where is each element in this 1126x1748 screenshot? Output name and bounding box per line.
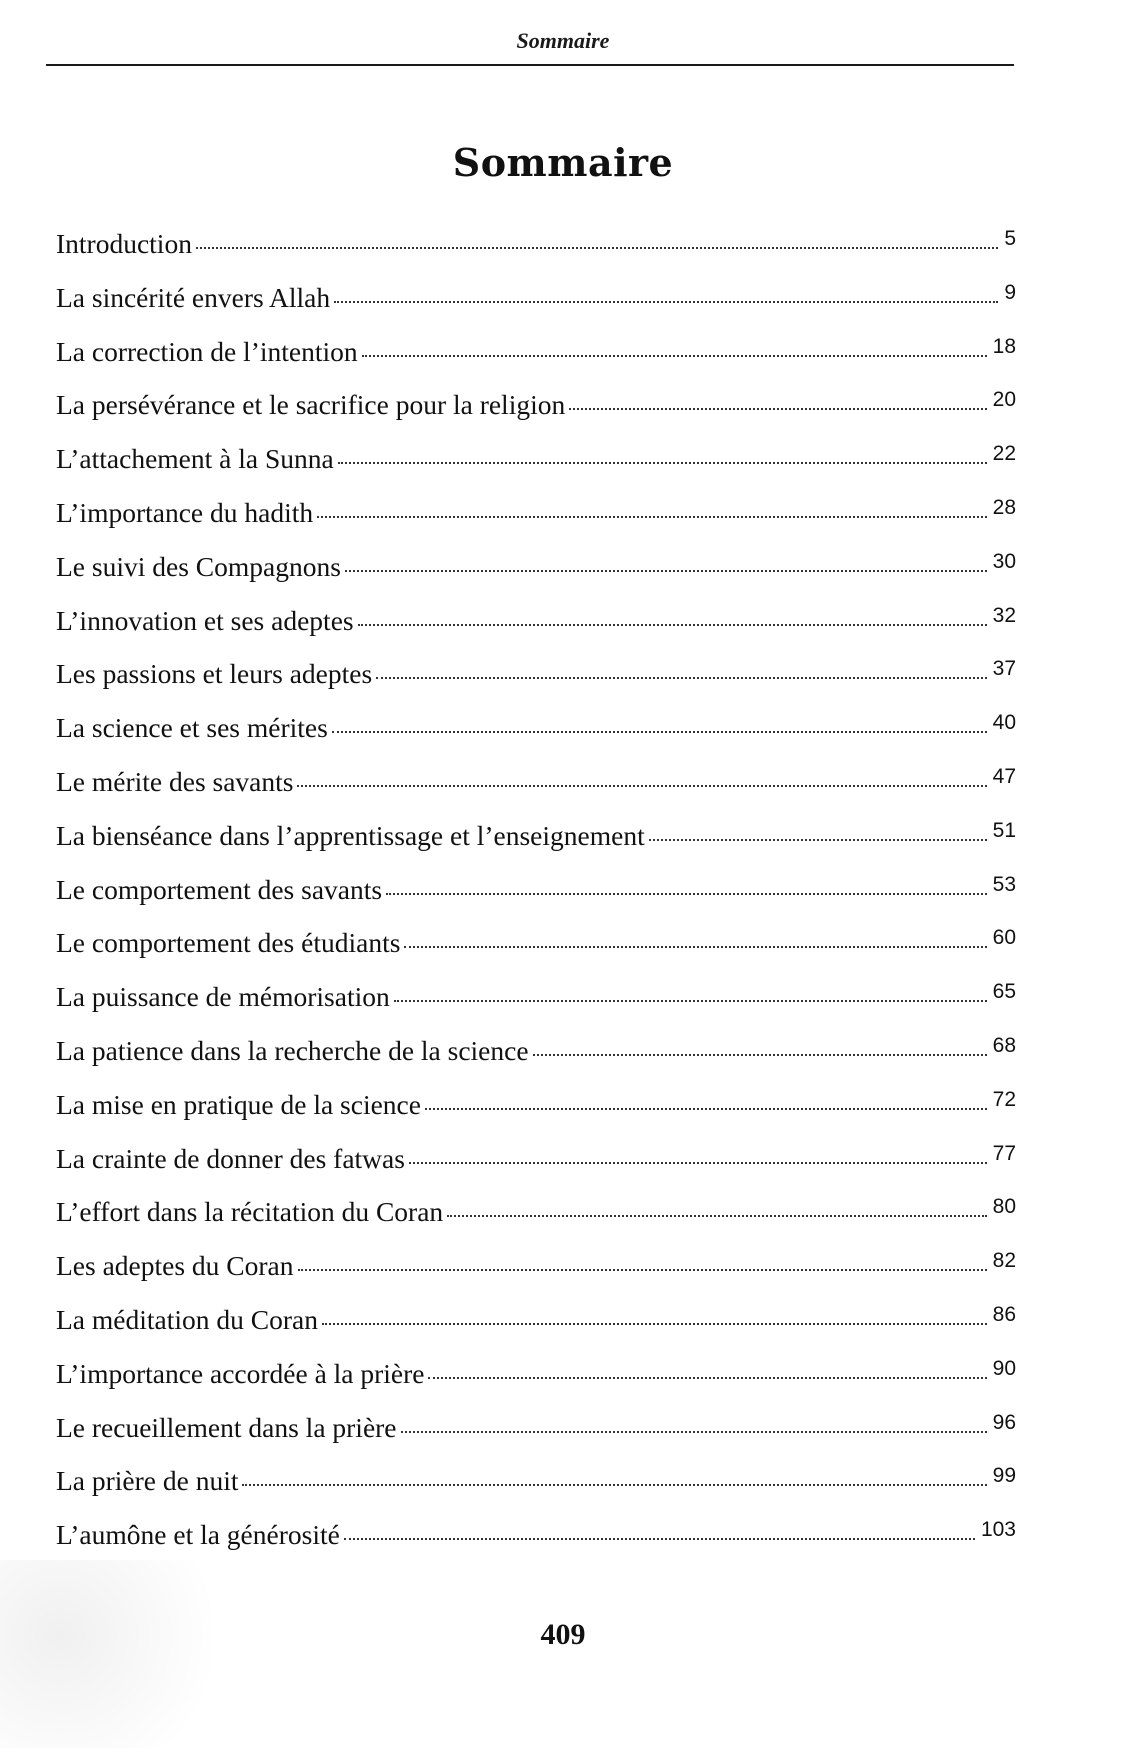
dot-leader bbox=[409, 1162, 987, 1164]
toc-entry-page: 68 bbox=[992, 1033, 1016, 1057]
toc-entry bbox=[56, 389, 1016, 443]
toc-entry bbox=[56, 1465, 1016, 1519]
toc-entry bbox=[56, 551, 1016, 605]
dot-leader bbox=[362, 355, 987, 357]
toc-entry-label: L’effort dans la récitation du Coran bbox=[56, 1196, 444, 1228]
toc-entry bbox=[56, 712, 1016, 766]
page-number: 409 bbox=[540, 1618, 586, 1651]
dot-leader bbox=[425, 1108, 987, 1110]
toc-entry-label: La bienséance dans l’apprentissage et l’enseignement bbox=[56, 819, 645, 851]
toc-entry bbox=[56, 1304, 1016, 1358]
table-of-contents bbox=[56, 228, 1016, 1573]
toc-entry bbox=[56, 497, 1016, 551]
toc-entry-label: Le comportement des savants bbox=[56, 873, 383, 905]
dot-leader bbox=[386, 893, 987, 895]
toc-entry-label: L’innovation et ses adeptes bbox=[56, 604, 354, 636]
dot-leader bbox=[428, 1377, 986, 1379]
toc-entry-label: La méditation du Coran bbox=[56, 1303, 318, 1335]
toc-entry-label: Le suivi des Compagnons bbox=[56, 550, 341, 582]
toc-entry-label: La crainte de donner des fatwas bbox=[56, 1142, 405, 1174]
running-header: Sommaire bbox=[516, 28, 610, 53]
toc-entry-label: La puissance de mémorisation bbox=[56, 981, 390, 1013]
dot-leader bbox=[569, 408, 986, 410]
toc-entry-page: 80 bbox=[992, 1195, 1016, 1219]
toc-entry-page: 60 bbox=[992, 926, 1016, 950]
toc-entry-page: 99 bbox=[992, 1464, 1016, 1488]
toc-entry-page: 18 bbox=[992, 334, 1016, 358]
dot-leader bbox=[298, 1269, 987, 1271]
dot-leader bbox=[649, 839, 987, 841]
dot-leader bbox=[322, 1323, 987, 1325]
toc-entry-page: 40 bbox=[992, 711, 1016, 735]
dot-leader bbox=[447, 1215, 986, 1217]
toc-entry bbox=[56, 228, 1016, 282]
toc-entry-page: 28 bbox=[992, 495, 1016, 519]
scan-speckle bbox=[0, 1560, 300, 1748]
toc-entry-page: 47 bbox=[992, 764, 1016, 788]
dot-leader bbox=[394, 1000, 987, 1002]
toc-entry-page: 20 bbox=[992, 388, 1016, 412]
header-rule bbox=[46, 64, 1014, 66]
toc-entry-page: 77 bbox=[992, 1141, 1016, 1165]
toc-entry-label: Le comportement des étudiants bbox=[56, 927, 401, 959]
dot-leader bbox=[404, 946, 986, 948]
dot-leader bbox=[338, 462, 987, 464]
toc-entry-page: 96 bbox=[992, 1410, 1016, 1434]
dot-leader bbox=[344, 1538, 975, 1540]
dot-leader bbox=[376, 677, 986, 679]
toc-entry-page: 32 bbox=[992, 603, 1016, 627]
toc-entry-page: 30 bbox=[992, 549, 1016, 573]
toc-entry bbox=[56, 1196, 1016, 1250]
toc-entry bbox=[56, 927, 1016, 981]
toc-entry-page: 65 bbox=[992, 980, 1016, 1004]
toc-entry-page: 9 bbox=[1004, 280, 1016, 304]
toc-entry bbox=[56, 443, 1016, 497]
toc-entry bbox=[56, 1412, 1016, 1466]
dot-leader bbox=[332, 731, 987, 733]
toc-entry bbox=[56, 874, 1016, 928]
toc-entry-label: Les adeptes du Coran bbox=[56, 1250, 294, 1282]
dot-leader bbox=[297, 785, 986, 787]
toc-entry bbox=[56, 1250, 1016, 1304]
dot-leader bbox=[196, 247, 998, 249]
toc-entry-label: L’importance du hadith bbox=[56, 496, 314, 528]
dot-leader bbox=[533, 1054, 987, 1056]
toc-entry bbox=[56, 981, 1016, 1035]
toc-entry-page: 103 bbox=[980, 1518, 1016, 1542]
toc-entry-label: La persévérance et le sacrifice pour la religion bbox=[56, 389, 566, 421]
toc-entry-label: Le recueillement dans la prière bbox=[56, 1411, 397, 1443]
dot-leader bbox=[334, 301, 998, 303]
dot-leader bbox=[242, 1484, 986, 1486]
toc-entry-page: 72 bbox=[992, 1087, 1016, 1111]
toc-entry bbox=[56, 766, 1016, 820]
toc-entry bbox=[56, 282, 1016, 336]
toc-entry-label: La mise en pratique de la science bbox=[56, 1088, 421, 1120]
toc-entry-page: 53 bbox=[992, 872, 1016, 896]
toc-entry-page: 86 bbox=[992, 1302, 1016, 1326]
toc-entry bbox=[56, 820, 1016, 874]
toc-entry-page: 51 bbox=[992, 818, 1016, 842]
toc-entry-page: 22 bbox=[992, 442, 1016, 466]
page-title: Sommaire bbox=[452, 140, 674, 185]
toc-entry bbox=[56, 1035, 1016, 1089]
toc-entry bbox=[56, 605, 1016, 659]
toc-entry bbox=[56, 1143, 1016, 1197]
dot-leader bbox=[317, 516, 987, 518]
toc-entry-label: La correction de l’intention bbox=[56, 335, 358, 367]
dot-leader bbox=[358, 624, 987, 626]
toc-entry-label: Introduction bbox=[56, 228, 192, 259]
toc-entry-label: L’aumône et la générosité bbox=[56, 1519, 340, 1551]
toc-entry-label: L’importance accordée à la prière bbox=[56, 1357, 425, 1389]
toc-entry bbox=[56, 1519, 1016, 1573]
toc-entry-label: Les passions et leurs adeptes bbox=[56, 658, 373, 690]
toc-entry-label: La sincérité envers Allah bbox=[56, 281, 331, 313]
toc-entry-page: 5 bbox=[1004, 227, 1016, 250]
toc-entry-label: Le mérite des savants bbox=[56, 765, 294, 797]
toc-entry-label: L’attachement à la Sunna bbox=[56, 443, 334, 475]
toc-entry-page: 90 bbox=[992, 1356, 1016, 1380]
dot-leader bbox=[345, 570, 987, 572]
toc-entry bbox=[56, 1358, 1016, 1412]
toc-entry-page: 82 bbox=[992, 1249, 1016, 1273]
toc-entry bbox=[56, 1089, 1016, 1143]
toc-entry-label: La prière de nuit bbox=[56, 1465, 239, 1497]
toc-entry-page: 37 bbox=[992, 657, 1016, 681]
toc-entry-label: La science et ses mérites bbox=[56, 712, 328, 744]
toc-entry bbox=[56, 658, 1016, 712]
toc-entry-label: La patience dans la recherche de la science bbox=[56, 1034, 529, 1066]
dot-leader bbox=[401, 1431, 987, 1433]
toc-entry bbox=[56, 336, 1016, 390]
